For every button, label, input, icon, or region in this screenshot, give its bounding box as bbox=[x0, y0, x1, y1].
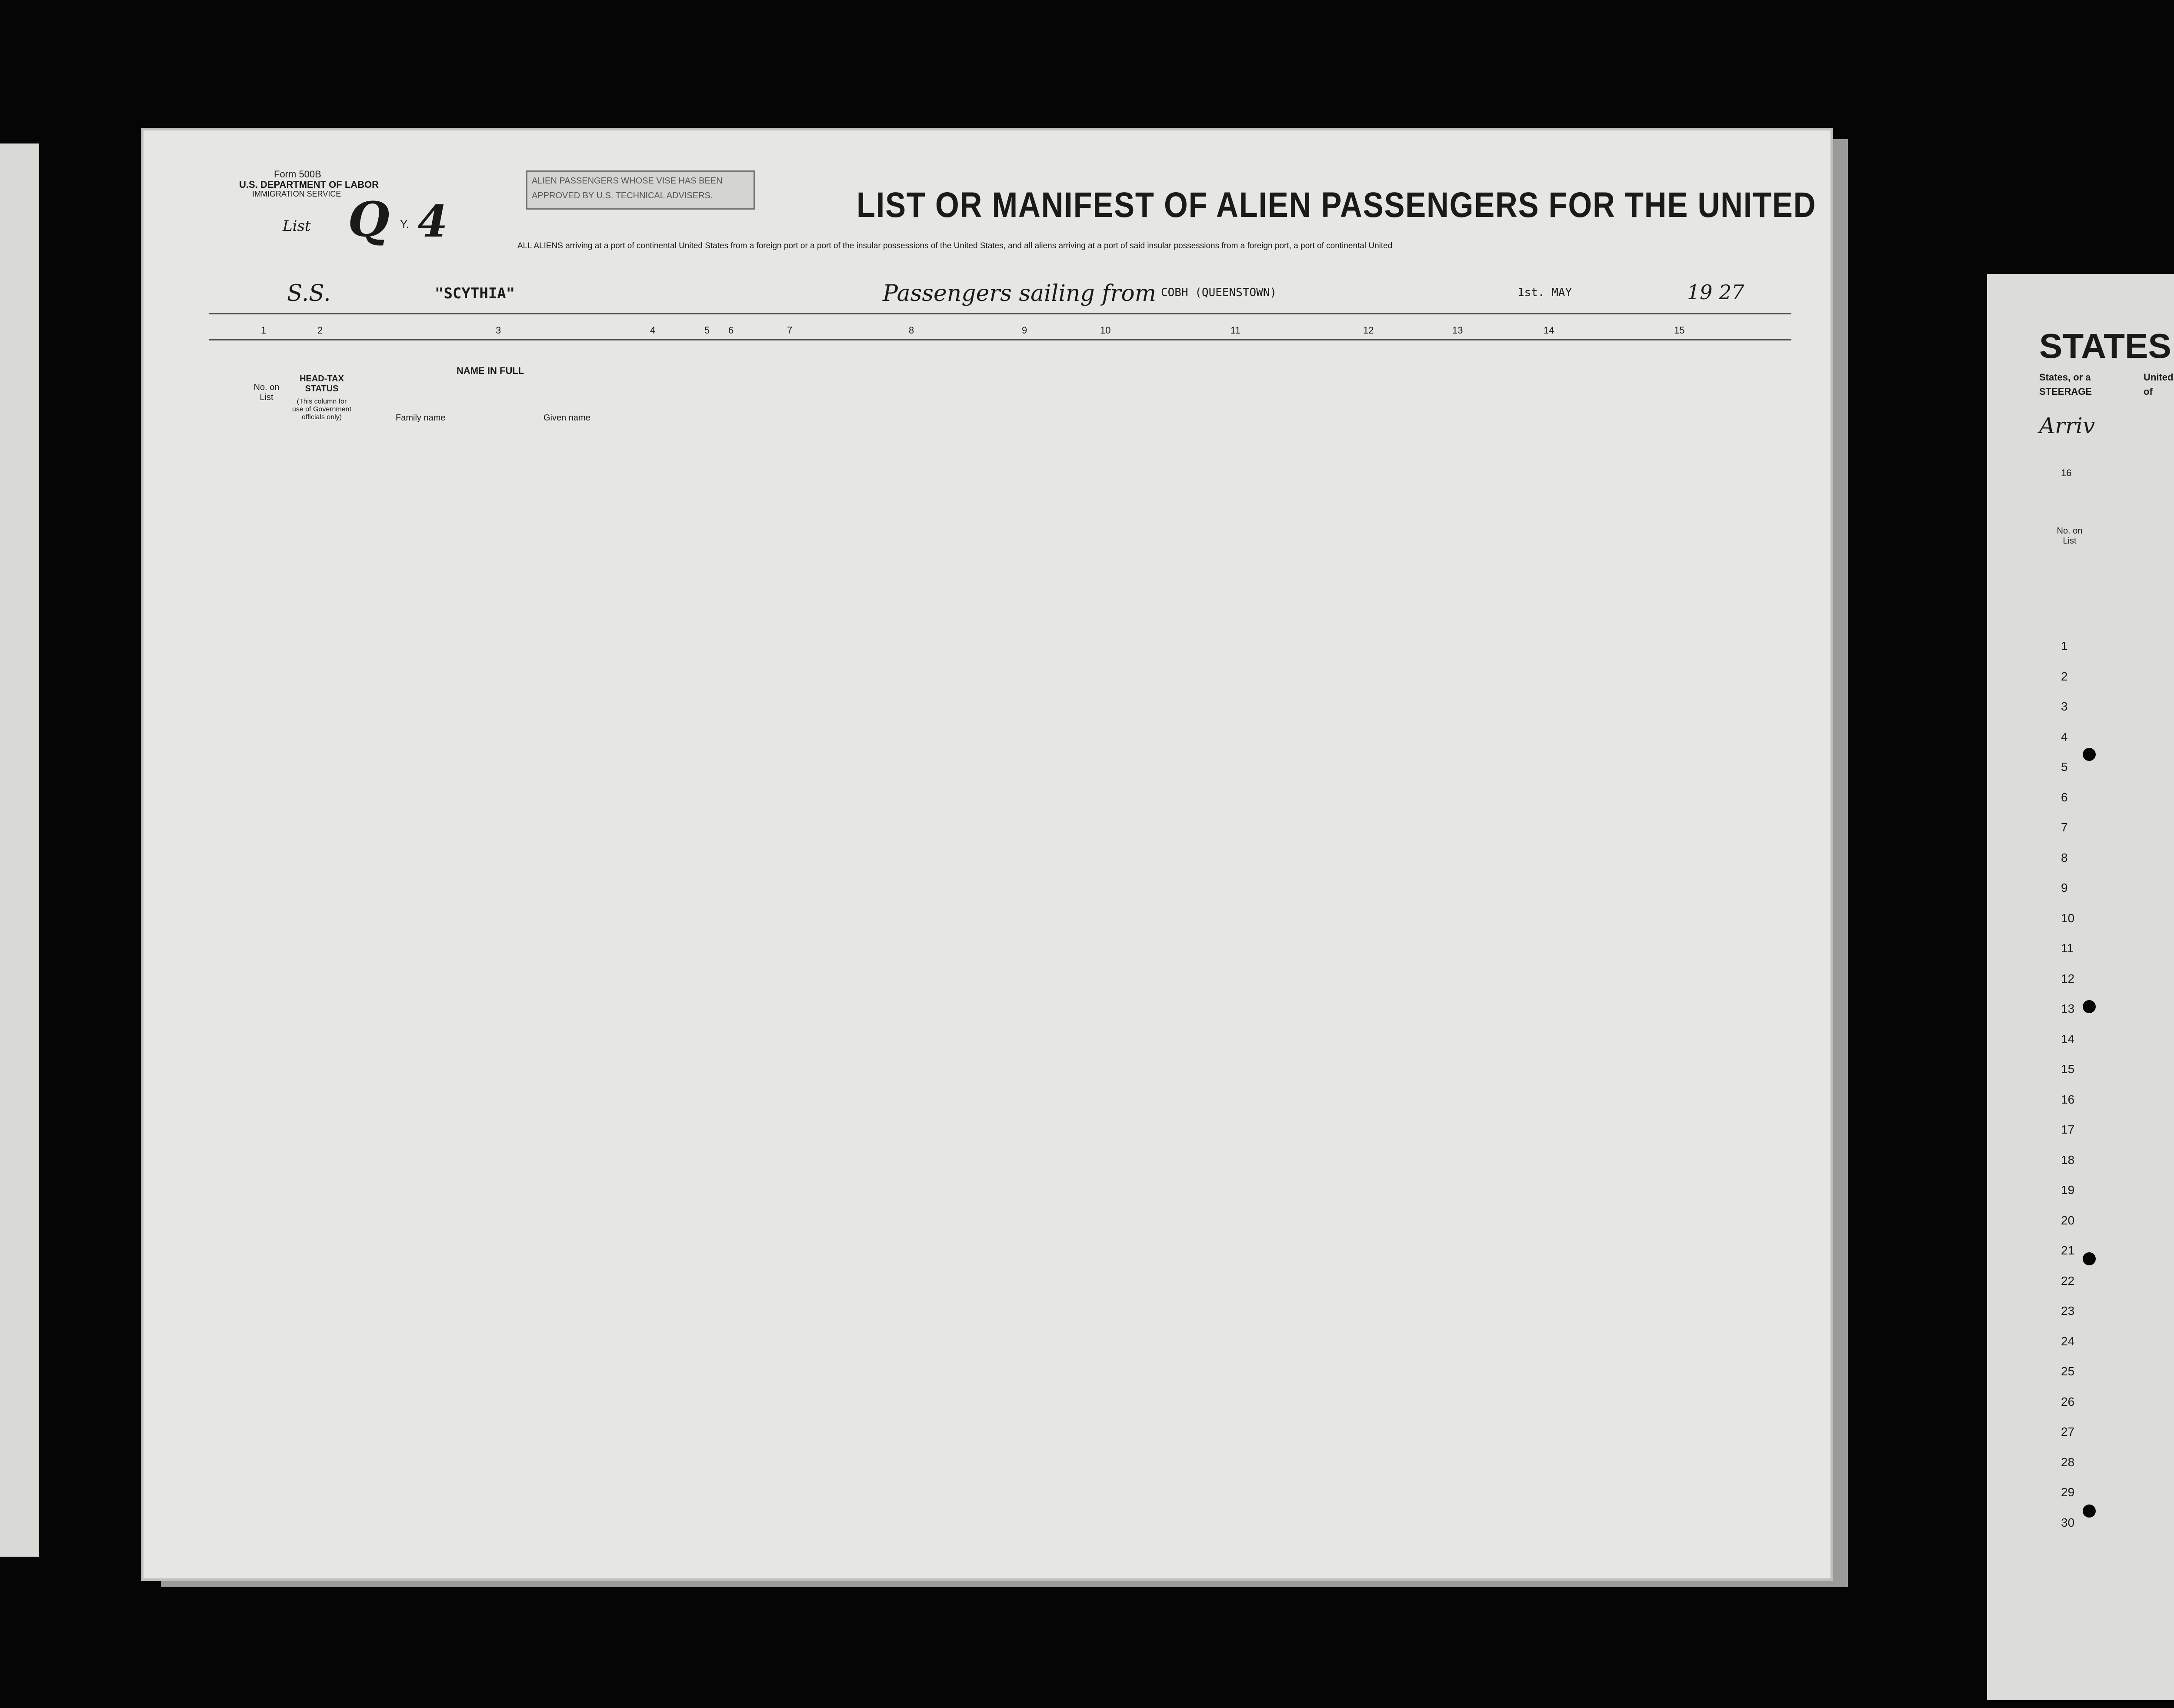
next-page-row-number: 13 bbox=[2061, 1002, 2075, 1015]
next-page-row-number: 10 bbox=[2061, 911, 2075, 925]
adjacent-page-edge bbox=[0, 143, 39, 1557]
next-page-row-number: 2 bbox=[2061, 669, 2068, 683]
next-page-line-2: STEERAGE bbox=[2039, 386, 2092, 397]
next-page-row-number: 19 bbox=[2061, 1183, 2075, 1197]
next-page-row-number: 15 bbox=[2061, 1062, 2075, 1076]
ss-label: S.S. bbox=[287, 280, 331, 307]
next-page-line-2b: of bbox=[2144, 386, 2153, 397]
col-num-5: 5 bbox=[704, 325, 710, 336]
list-suffix: Y. bbox=[400, 217, 410, 230]
departure-year: 19 27 bbox=[1687, 280, 1744, 304]
heading-family-name: Family name bbox=[396, 413, 446, 423]
next-page-row-number: 9 bbox=[2061, 881, 2068, 894]
heading-name-in-full: NAME IN FULL bbox=[457, 365, 524, 376]
col-num-8: 8 bbox=[909, 325, 914, 336]
department: U.S. DEPARTMENT OF LABOR bbox=[239, 179, 379, 190]
manifest-page bbox=[143, 130, 2174, 1578]
col-num-7: 7 bbox=[787, 325, 793, 336]
next-page-row-number: 29 bbox=[2061, 1485, 2075, 1499]
next-page-row-number: 1 bbox=[2061, 639, 2068, 653]
next-page-row-number: 14 bbox=[2061, 1032, 2075, 1046]
sailing-label: Passengers sailing from bbox=[883, 280, 1157, 307]
stamp-line-2: APPROVED BY U.S. TECHNICAL ADVISERS. bbox=[532, 191, 713, 200]
next-page-no-on-list: No. on List bbox=[2057, 526, 2083, 546]
next-page-row-number: 22 bbox=[2061, 1274, 2075, 1288]
col-num-9: 9 bbox=[1022, 325, 1027, 336]
list-letter: Q bbox=[348, 191, 390, 247]
next-page-row-number: 26 bbox=[2061, 1394, 2075, 1408]
next-page-row-number: 3 bbox=[2061, 700, 2068, 713]
departure-port: COBH (QUEENSTOWN) bbox=[1161, 286, 1277, 299]
col-num-6: 6 bbox=[728, 325, 734, 336]
next-page-strip bbox=[1987, 274, 2174, 1700]
binder-hole bbox=[2083, 1252, 2096, 1265]
col-num-13: 13 bbox=[1452, 325, 1463, 336]
stamp-line-1: ALIEN PASSENGERS WHOSE VISE HAS BEEN bbox=[532, 176, 723, 186]
list-label: List bbox=[283, 217, 311, 235]
list-number: 4 bbox=[417, 196, 448, 247]
next-page-row-number: 17 bbox=[2061, 1123, 2075, 1136]
next-page-row-number: 18 bbox=[2061, 1153, 2075, 1167]
next-page-row-number: 20 bbox=[2061, 1213, 2075, 1227]
ship-name: "SCYTHIA" bbox=[435, 285, 515, 302]
next-page-row-number: 4 bbox=[2061, 730, 2068, 744]
col-num-2: 2 bbox=[317, 325, 323, 336]
heading-no-on-list: No. on List bbox=[253, 383, 280, 402]
next-page-row-number: 23 bbox=[2061, 1304, 2075, 1318]
heading-headtax: HEAD-TAX STATUS bbox=[300, 374, 344, 394]
col-num-4: 4 bbox=[650, 325, 656, 336]
next-page-row-number: 28 bbox=[2061, 1455, 2075, 1469]
next-page-row-number: 11 bbox=[2061, 941, 2074, 955]
next-page-row-number: 5 bbox=[2061, 760, 2068, 774]
col-num-14: 14 bbox=[1544, 325, 1554, 336]
col-num-1: 1 bbox=[261, 325, 267, 336]
next-page-row-number: 12 bbox=[2061, 971, 2075, 985]
next-page-arriv: Arriv bbox=[2039, 413, 2095, 438]
manifest-title: LIST OR MANIFEST OF ALIEN PASSENGERS FOR THE UNITED bbox=[857, 185, 1817, 225]
next-page-row-number: 21 bbox=[2061, 1244, 2075, 1257]
next-page-row-number: 16 bbox=[2061, 1092, 2075, 1106]
col-num-3: 3 bbox=[496, 325, 501, 336]
binder-hole bbox=[2083, 748, 2096, 761]
next-page-row-number: 30 bbox=[2061, 1515, 2075, 1529]
col-num-15: 15 bbox=[1674, 325, 1685, 336]
form-number: Form 500B bbox=[274, 169, 321, 180]
next-page-title: STATES bbox=[2039, 327, 2171, 365]
col-num-12: 12 bbox=[1363, 325, 1374, 336]
next-page-row-number: 7 bbox=[2061, 821, 2068, 834]
binder-hole bbox=[2083, 1000, 2096, 1013]
col-num-10: 10 bbox=[1100, 325, 1111, 336]
next-page-row-number: 6 bbox=[2061, 790, 2068, 804]
next-page-row-number: 27 bbox=[2061, 1425, 2075, 1438]
departure-date: 1st. MAY bbox=[1517, 286, 1572, 299]
next-page-line-1: States, or a bbox=[2039, 372, 2091, 383]
binder-hole bbox=[2083, 1505, 2096, 1518]
approval-stamp bbox=[526, 170, 755, 210]
heading-headtax-note: (This column for use of Government officials only) bbox=[292, 398, 352, 421]
next-page-row-number: 24 bbox=[2061, 1334, 2075, 1348]
col-num-11: 11 bbox=[1230, 325, 1240, 336]
next-page-row-number: 8 bbox=[2061, 851, 2068, 864]
heading-given-name: Given name bbox=[544, 413, 590, 423]
next-page-line-1b: United bbox=[2144, 372, 2174, 383]
service: IMMIGRATION SERVICE bbox=[252, 190, 341, 198]
next-page-col: 16 bbox=[2061, 467, 2072, 478]
next-page-row-number: 25 bbox=[2061, 1364, 2075, 1378]
manifest-subtitle: ALL ALIENS arriving at a port of continental United States from a foreign port or a port of the insular possessions of the United States, and all aliens arriving at a port of said insular possessions from a foreign port, a port of continental United bbox=[517, 241, 1393, 250]
